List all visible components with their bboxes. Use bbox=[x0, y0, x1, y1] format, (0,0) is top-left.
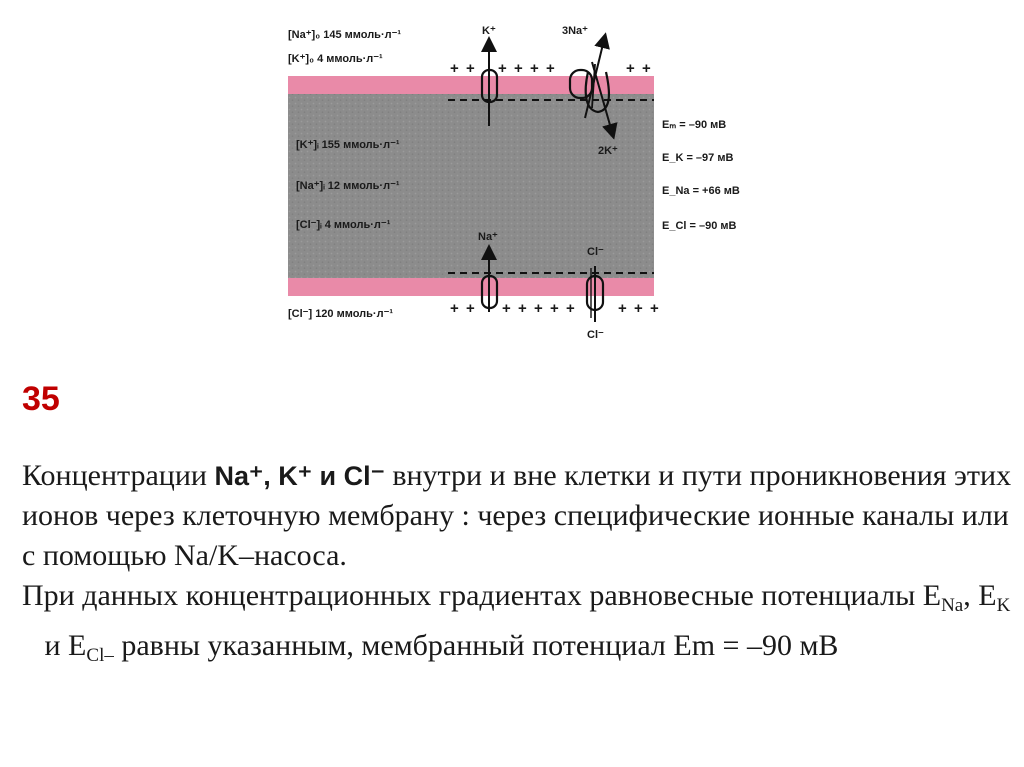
p2-text-b: равны указанным, мембранный потенциал Em = –90 мВ bbox=[113, 629, 839, 662]
svg-text:+: + bbox=[466, 60, 475, 77]
slide-body-text bbox=[22, 456, 1012, 676]
membrane-diagram bbox=[0, 0, 1024, 350]
svg-text:+: + bbox=[530, 60, 539, 77]
svg-text:+: + bbox=[618, 300, 627, 317]
svg-text:+: + bbox=[450, 300, 459, 317]
svg-text:+: + bbox=[634, 300, 643, 317]
ena-potential-label: E_Na = +66 мВ bbox=[662, 185, 740, 197]
k-inside-label: [K⁺]ᵢ 155 ммоль·л⁻¹ bbox=[296, 139, 400, 151]
svg-text:+: + bbox=[546, 60, 555, 77]
k2-pump-label: 2K⁺ bbox=[598, 145, 618, 157]
em-potential-label: Eₘ = –90 мВ bbox=[662, 119, 727, 131]
svg-text:+: + bbox=[626, 60, 635, 77]
ek-potential-label: E_K = –97 мВ bbox=[662, 152, 734, 164]
p2-text-a: При данных концентрационных градиентах равновесные потенциалы E bbox=[22, 579, 942, 612]
k-top-label: K⁺ bbox=[482, 25, 496, 37]
na3-top-label: 3Na⁺ bbox=[562, 25, 588, 37]
na-bottom-label: Na⁺ bbox=[478, 231, 498, 243]
na-inside-label: [Na⁺]ᵢ 12 ммоль·л⁻¹ bbox=[296, 180, 400, 192]
p1-text-b: внутри и вне клетки и пути проникновения этих ионов через клеточную мембрану : через специфические ионные каналы или с помощью Na/K–насоса. bbox=[22, 459, 1012, 572]
svg-text:+: + bbox=[518, 300, 527, 317]
p2-sep1: , E bbox=[963, 579, 997, 612]
p2-cl-sub: Cl– bbox=[86, 645, 114, 666]
membrane-bottom bbox=[288, 278, 654, 296]
svg-text:+: + bbox=[642, 60, 651, 77]
cl-bottom-in-label: Cl⁻ bbox=[587, 246, 604, 258]
slide-number: 35 bbox=[22, 380, 60, 418]
paragraph-2 bbox=[22, 576, 1012, 676]
na-outside-label: [Na⁺]₀ 145 ммоль·л⁻¹ bbox=[288, 29, 402, 41]
svg-text:+: + bbox=[534, 300, 543, 317]
svg-text:+: + bbox=[650, 300, 659, 317]
svg-text:+: + bbox=[450, 60, 459, 77]
cl-bottom-out-label: Cl⁻ bbox=[587, 329, 604, 341]
p1-text-a: Концентрации bbox=[22, 459, 215, 492]
k-outside-label: [K⁺]₀ 4 ммоль·л⁻¹ bbox=[288, 53, 383, 65]
p2-and: и E bbox=[22, 629, 87, 662]
cl-outside-label: [Cl⁻] 120 ммоль·л⁻¹ bbox=[288, 308, 394, 320]
ecl-potential-label: E_Cl = –90 мВ bbox=[662, 220, 737, 232]
plus-signs-top bbox=[450, 60, 651, 77]
p2-k-sub: K bbox=[996, 595, 1011, 616]
svg-text:+: + bbox=[502, 300, 511, 317]
p2-na-sub: Na bbox=[941, 595, 964, 616]
paragraph-1 bbox=[22, 456, 1012, 576]
svg-text:+: + bbox=[550, 300, 559, 317]
svg-text:+: + bbox=[566, 300, 575, 317]
svg-text:+: + bbox=[514, 60, 523, 77]
cl-inside-label: [Cl⁻]ᵢ 4 ммоль·л⁻¹ bbox=[296, 219, 391, 231]
p1-ions: Na⁺, K⁺ и Cl⁻ bbox=[214, 461, 385, 491]
svg-text:+: + bbox=[466, 300, 475, 317]
svg-text:+: + bbox=[498, 60, 507, 77]
